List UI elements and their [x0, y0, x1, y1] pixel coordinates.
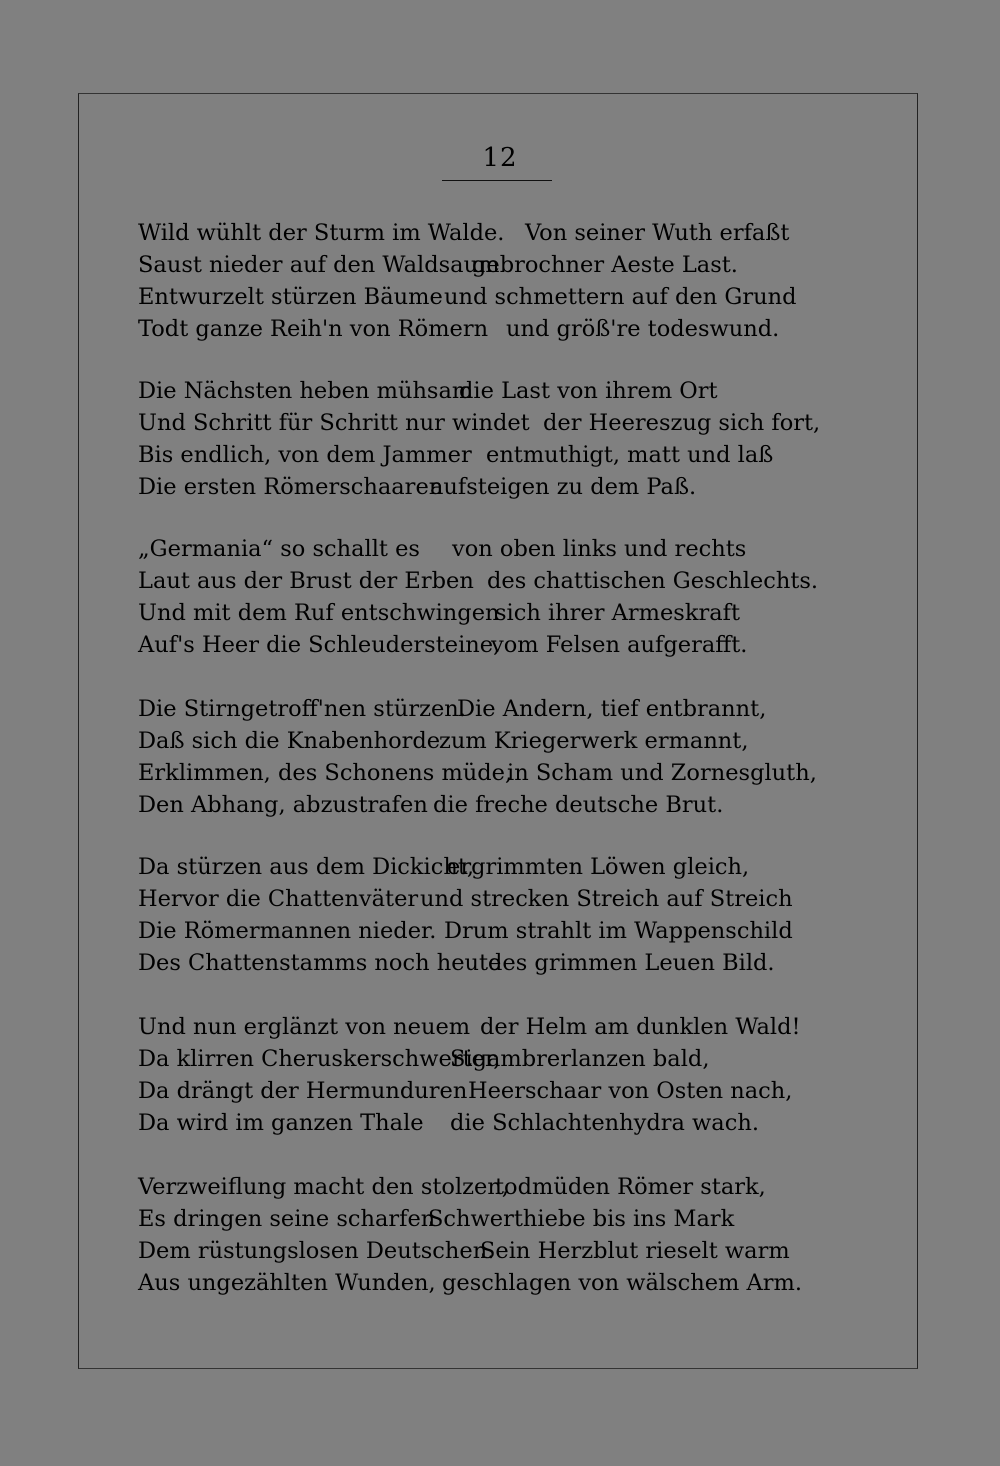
verse-line-first-half: Und mit dem Ruf entschwingen [138, 600, 500, 626]
verse-line-second-half: geschlagen von wälschem Arm. [442, 1270, 803, 1296]
verse-line-second-half: Sigambrerlanzen bald, [450, 1046, 710, 1072]
verse-line-first-half: Daß sich die Knabenhorde [138, 728, 441, 754]
verse-line-second-half: und größ're todeswund. [506, 316, 780, 342]
verse-line-first-half: Die ersten Römerschaaren [138, 474, 444, 500]
verse-line-second-half: entmuthigt, matt und laß [486, 442, 774, 468]
verse-line-second-half: der Heereszug sich fort, [543, 410, 821, 436]
verse-line-first-half: Die Stirngetroff'nen stürzen. [138, 696, 466, 722]
verse-line-first-half: „Germania“ so schallt es [138, 536, 420, 562]
verse-line-first-half: Erklimmen, des Schonens müde, [138, 760, 513, 786]
verse-line-second-half: Heerschaar von Osten nach, [468, 1078, 793, 1104]
verse-line-first-half: Laut aus der Brust der Erben [138, 568, 474, 594]
verse-line-first-half: Aus ungezählten Wunden, [138, 1270, 436, 1296]
verse-line-first-half: Die Nächsten heben mühsam [138, 378, 474, 404]
verse-line-second-half: gebrochner Aeste Last. [472, 252, 738, 278]
verse-line-second-half: zum Kriegerwerk ermannt, [439, 728, 749, 754]
verse-line-second-half: in Scham und Zornesgluth, [507, 760, 817, 786]
verse-line-second-half: Drum strahlt im Wappenschild [444, 918, 793, 944]
verse-line-first-half: Auf's Heer die Schleudersteine, [138, 632, 501, 658]
verse-line-first-half: Da stürzen aus dem Dickicht, [138, 854, 475, 880]
verse-line-first-half: Und Schritt für Schritt nur windet [138, 410, 530, 436]
verse-line-second-half: vom Felsen aufgerafft. [491, 632, 748, 658]
verse-line-first-half: Entwurzelt stürzen Bäume [138, 284, 443, 310]
verse-line-second-half: des grimmen Leuen Bild. [488, 950, 775, 976]
verse-line-second-half: todmüden Römer stark, [495, 1174, 766, 1200]
verse-line-first-half: Wild wühlt der Sturm im Walde. [138, 220, 505, 246]
verse-line-second-half: die Last von ihrem Ort [459, 378, 718, 404]
verse-line-first-half: Da klirren Cheruskerschwerter, [138, 1046, 501, 1072]
verse-line-second-half: der Helm am dunklen Wald! [480, 1014, 801, 1040]
verse-line-second-half: des chattischen Geschlechts. [487, 568, 819, 594]
verse-line-second-half: und strecken Streich auf Streich [420, 886, 793, 912]
verse-line-first-half: Saust nieder auf den Waldsaum [138, 252, 500, 278]
verse-line-first-half: Hervor die Chattenväter [138, 886, 419, 912]
verse-line-first-half: Und nun erglänzt von neuem [138, 1014, 471, 1040]
verse-line-first-half: Da drängt der Hermunduren [138, 1078, 468, 1104]
verse-line-first-half: Verzweiflung macht den stolzen, [138, 1174, 509, 1200]
verse-line-first-half: Des Chattenstamms noch heute [138, 950, 502, 976]
verse-line-first-half: Da wird im ganzen Thale [138, 1110, 424, 1136]
verse-line-first-half: Es dringen seine scharfen [138, 1206, 436, 1232]
verse-line-first-half: Den Abhang, abzustrafen [138, 792, 428, 818]
verse-line-second-half: die freche deutsche Brut. [433, 792, 724, 818]
verse-line-second-half: die Schlachtenhydra wach. [450, 1110, 759, 1136]
verse-line-first-half: Die Römermannen nieder. [138, 918, 437, 944]
verse-line-second-half: von oben links und rechts [452, 536, 747, 562]
verse-line-first-half: Todt ganze Reih'n von Römern [138, 316, 489, 342]
verse-line-second-half: sich ihrer Armeskraft [495, 600, 741, 626]
page-number: 12 [482, 143, 518, 173]
verse-line-second-half: Von seiner Wuth erfaßt [525, 220, 790, 246]
verse-line-second-half: aufsteigen zu dem Paß. [430, 474, 697, 500]
verse-line-second-half: ergrimmten Löwen gleich, [447, 854, 750, 880]
verse-line-second-half: und schmettern auf den Grund [444, 284, 797, 310]
verse-line-second-half: Die Andern, tief entbrannt, [457, 696, 767, 722]
verse-line-second-half: Sein Herzblut rieselt warm [480, 1238, 790, 1264]
verse-line-first-half: Bis endlich, von dem Jammer [138, 442, 472, 468]
verse-line-first-half: Dem rüstungslosen Deutschen. [138, 1238, 495, 1264]
verse-line-second-half: Schwerthiebe bis ins Mark [428, 1206, 735, 1232]
